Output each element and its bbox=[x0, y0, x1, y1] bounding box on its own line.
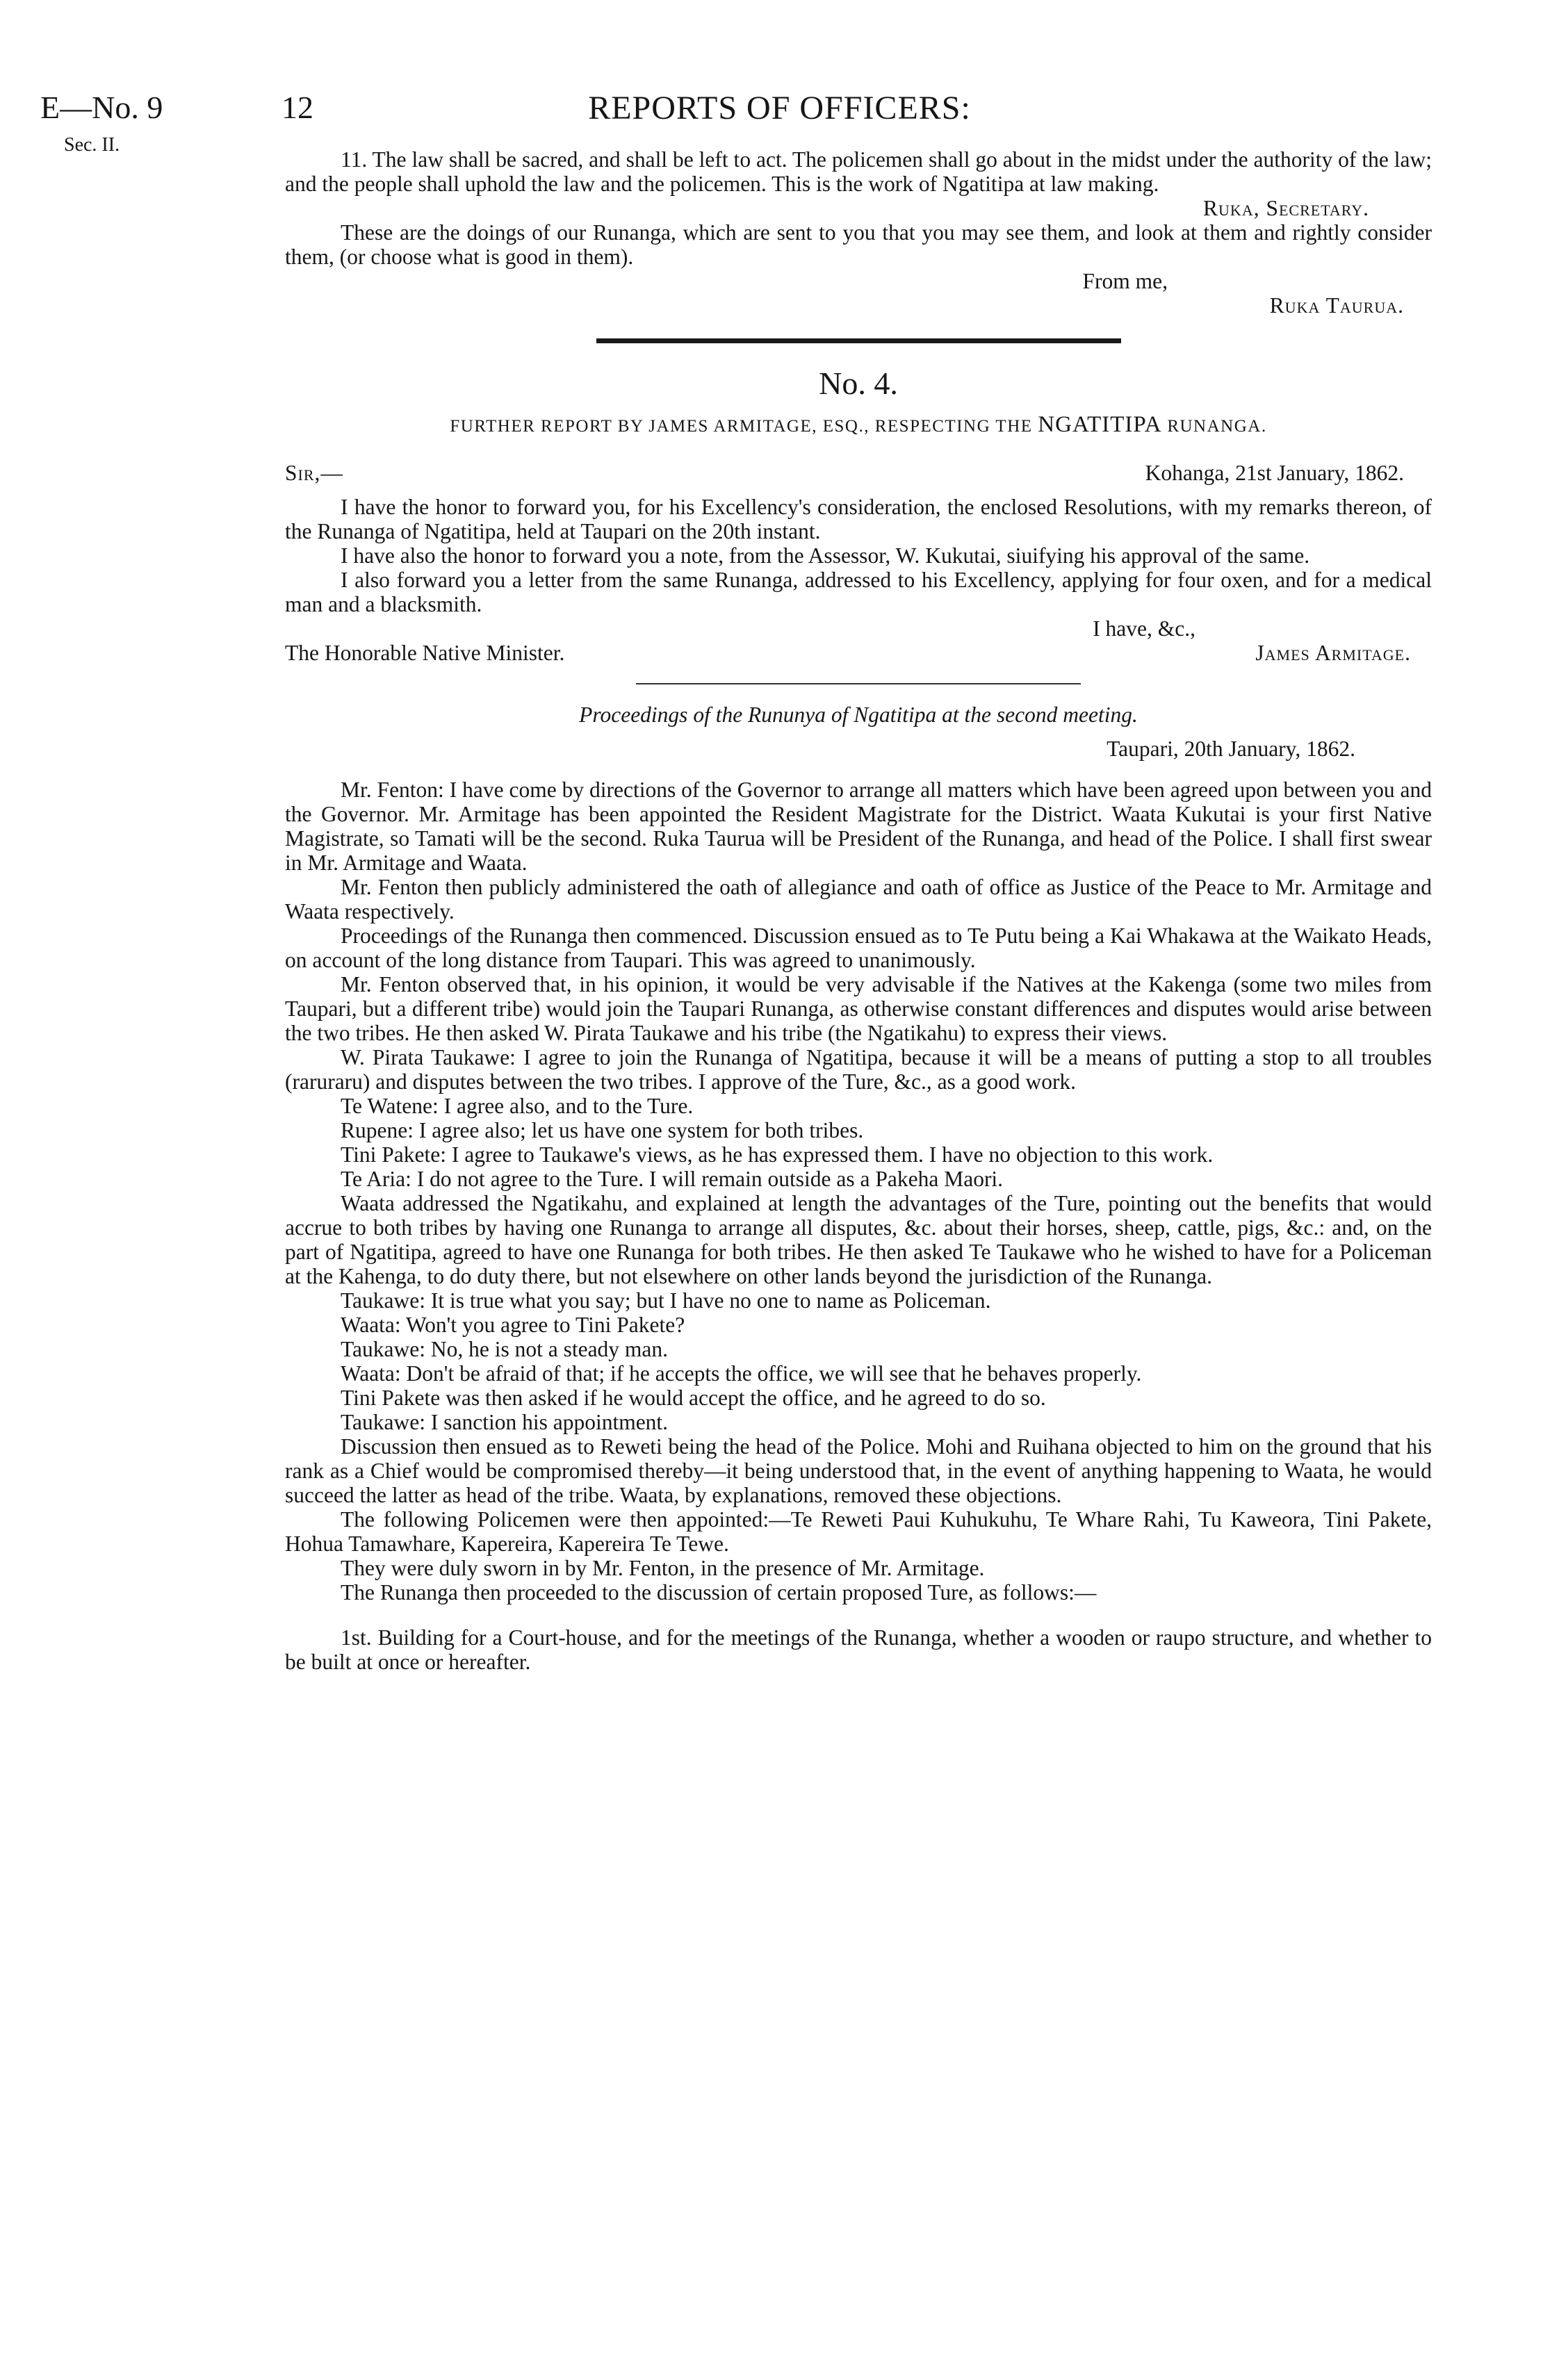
proceedings-paragraph: Discussion then ensued as to Reweti being the head of the Police. Mohi and Ruihana objected to him on the ground that his rank as a Chief would be compromised thereby—it being understood that, in the event of anything happening to Waata, he would succeed the latter as head of the tribe. Waata, by explanations, removed these objections. bbox=[285, 1434, 1432, 1507]
subtitle-prefix: FURTHER REPORT BY JAMES ARMITAGE, ESQ., RESPECTING THE bbox=[450, 417, 1033, 436]
proceedings-paragraph: Waata addressed the Ngatikahu, and explained at length the advantages of the Ture, pointing out the benefits that would accrue to both tribes by having one Runanga to arrange all disputes, &c. about their horses, sheep, cattle, pigs, &c.: and, on the part of Ngatitipa, agreed to have one Runanga for both tribes. He then asked Te Taukawe who he wished to have for a Policeman at the Kahenga, to do duty there, but not elsewhere on other lands beyond the jurisdiction of the Runanga. bbox=[285, 1191, 1432, 1288]
subtitle-tribe: NGATITIPA bbox=[1038, 412, 1162, 437]
place-date: Kohanga, 21st January, 1862. bbox=[1145, 461, 1404, 485]
page-title: REPORTS OF OFFICERS: bbox=[588, 90, 971, 126]
page-number: 12 bbox=[281, 90, 313, 125]
proceedings-paragraph: Tini Pakete was then asked if he would accept the office, and he agreed to do so. bbox=[341, 1386, 1046, 1410]
addressee: The Honorable Native Minister. bbox=[285, 641, 565, 665]
from-me-line: From me, bbox=[1082, 269, 1168, 293]
armitage-signature: James Armitage. bbox=[1255, 641, 1411, 665]
proceedings-paragraph: The Runanga then proceeded to the discussion of certain proposed Ture, as follows:— bbox=[341, 1580, 1097, 1605]
section-divider bbox=[596, 338, 1121, 343]
proceedings-paragraph: W. Pirata Taukawe: I agree to join the Runanga of Ngatitipa, because it will be a means of putting a stop to all troubles (raruraru) and disputes between the two tribes. I approve of the Ture, &c., as a good work. bbox=[285, 1045, 1432, 1094]
proceedings-paragraph: Taukawe: It is true what you say; but I have no one to name as Policeman. bbox=[341, 1288, 991, 1313]
letter-paragraph: I have the honor to forward you, for his Excellency's consideration, the enclosed Resolutions, with my remarks thereon, of the Runanga of Ngatitipa, held at Taupari on the 20th instant. bbox=[285, 495, 1432, 543]
report-reference: E—No. 9 bbox=[40, 90, 163, 125]
secretary-signature: Ruka, Secretary. bbox=[1203, 196, 1369, 220]
subtitle-suffix: RUNANGA. bbox=[1167, 417, 1267, 436]
document-body bbox=[285, 147, 1432, 1674]
letter-footer-row bbox=[285, 641, 1432, 665]
proceedings-dateline: Taupari, 20th January, 1862. bbox=[1107, 737, 1355, 761]
proceedings-heading: Proceedings of the Rununya of Ngatitipa at the second meeting. bbox=[579, 703, 1138, 727]
proceedings-paragraph: Taukawe: No, he is not a steady man. bbox=[341, 1337, 669, 1361]
proceedings-paragraph: Mr. Fenton: I have come by directions of the Governor to arrange all matters which have been agreed upon between you and the Governor. Mr. Armitage has been appointed the Resident Magistrate for the District. Waata Kukutai is your first Native Magistrate, so Tamati will be the second. Ruka Taurua will be President of the Runanga, and head of the Police. I shall first swear in Mr. Armitage and Waata. bbox=[285, 778, 1432, 875]
proceedings-paragraph: Proceedings of the Runanga then commenced. Discussion ensued as to Te Putu being a Kai Whakawa at the Waikato Heads, on account of the long distance from Taupari. This was agreed to unanimously. bbox=[285, 924, 1432, 972]
proceedings-paragraph: They were duly sworn in by Mr. Fenton, in the presence of Mr. Armitage. bbox=[341, 1556, 985, 1580]
section-subtitle bbox=[285, 413, 1432, 438]
proceedings-paragraph: Waata: Won't you agree to Tini Pakete? bbox=[341, 1313, 685, 1337]
ruka-signature: Ruka Taurua. bbox=[1269, 293, 1404, 318]
ture-item-1: 1st. Building for a Court-house, and for the meetings of the Runanga, whether a wooden or raupo structure, and whether to be built at once or hereafter. bbox=[285, 1625, 1432, 1674]
doings-paragraph: These are the doings of our Runanga, which are sent to you that you may see them, and look at them and rightly consider them, (or choose what is good in them). bbox=[285, 220, 1432, 269]
law-paragraph-11: 11. The law shall be sacred, and shall be left to act. The policemen shall go about in the midst under the authority of the law; and the people shall uphold the law and the policemen. This is the work of Ngatitipa at law making. bbox=[285, 147, 1432, 196]
section-label: Sec. II. bbox=[64, 134, 120, 156]
salutation: Sir,— bbox=[285, 461, 343, 485]
proceedings-divider bbox=[636, 683, 1081, 684]
proceedings-paragraph: Te Aria: I do not agree to the Ture. I will remain outside as a Pakeha Maori. bbox=[341, 1167, 1004, 1191]
closing-line: I have, &c., bbox=[1093, 616, 1195, 641]
proceedings-paragraph: Tini Pakete: I agree to Taukawe's views, as he has expressed them. I have no objection to this work. bbox=[341, 1142, 1214, 1167]
proceedings-paragraph: Mr. Fenton observed that, in his opinion, it would be very advisable if the Natives at the Kakenga (some two miles from Taupari, but a different tribe) would join the Taupari Runanga, as otherwise constant differences and disputes would arise between the two tribes. He then asked W. Pirata Taukawe and his tribe (the Ngatikahu) to express their views. bbox=[285, 972, 1432, 1045]
proceedings-paragraph: Taukawe: I sanction his appointment. bbox=[341, 1410, 669, 1434]
letter-paragraph: I have also the honor to forward you a note, from the Assessor, W. Kukutai, siuifying his approval of the same. bbox=[341, 543, 1310, 568]
section-number: No. 4. bbox=[819, 366, 898, 401]
letter-heading-row bbox=[285, 461, 1432, 485]
proceedings-paragraph: The following Policemen were then appointed:—Te Reweti Paui Kuhukuhu, Te Whare Rahi, Tu Kaweora, Tini Pakete, Hohua Tamawhare, Kapereira, Kapereira Te Tewe. bbox=[285, 1507, 1432, 1556]
letter-paragraph: I also forward you a letter from the same Runanga, addressed to his Excellency, applying for four oxen, and for a medical man and a blacksmith. bbox=[285, 568, 1432, 616]
proceedings-paragraph: Mr. Fenton then publicly administered the oath of allegiance and oath of office as Justice of the Peace to Mr. Armitage and Waata respectively. bbox=[285, 875, 1432, 924]
proceedings-paragraph: Rupene: I agree also; let us have one system for both tribes. bbox=[341, 1118, 864, 1142]
proceedings-paragraph: Te Watene: I agree also, and to the Ture. bbox=[341, 1094, 694, 1118]
proceedings-paragraph: Waata: Don't be afraid of that; if he accepts the office, we will see that he behaves properly. bbox=[341, 1361, 1142, 1386]
